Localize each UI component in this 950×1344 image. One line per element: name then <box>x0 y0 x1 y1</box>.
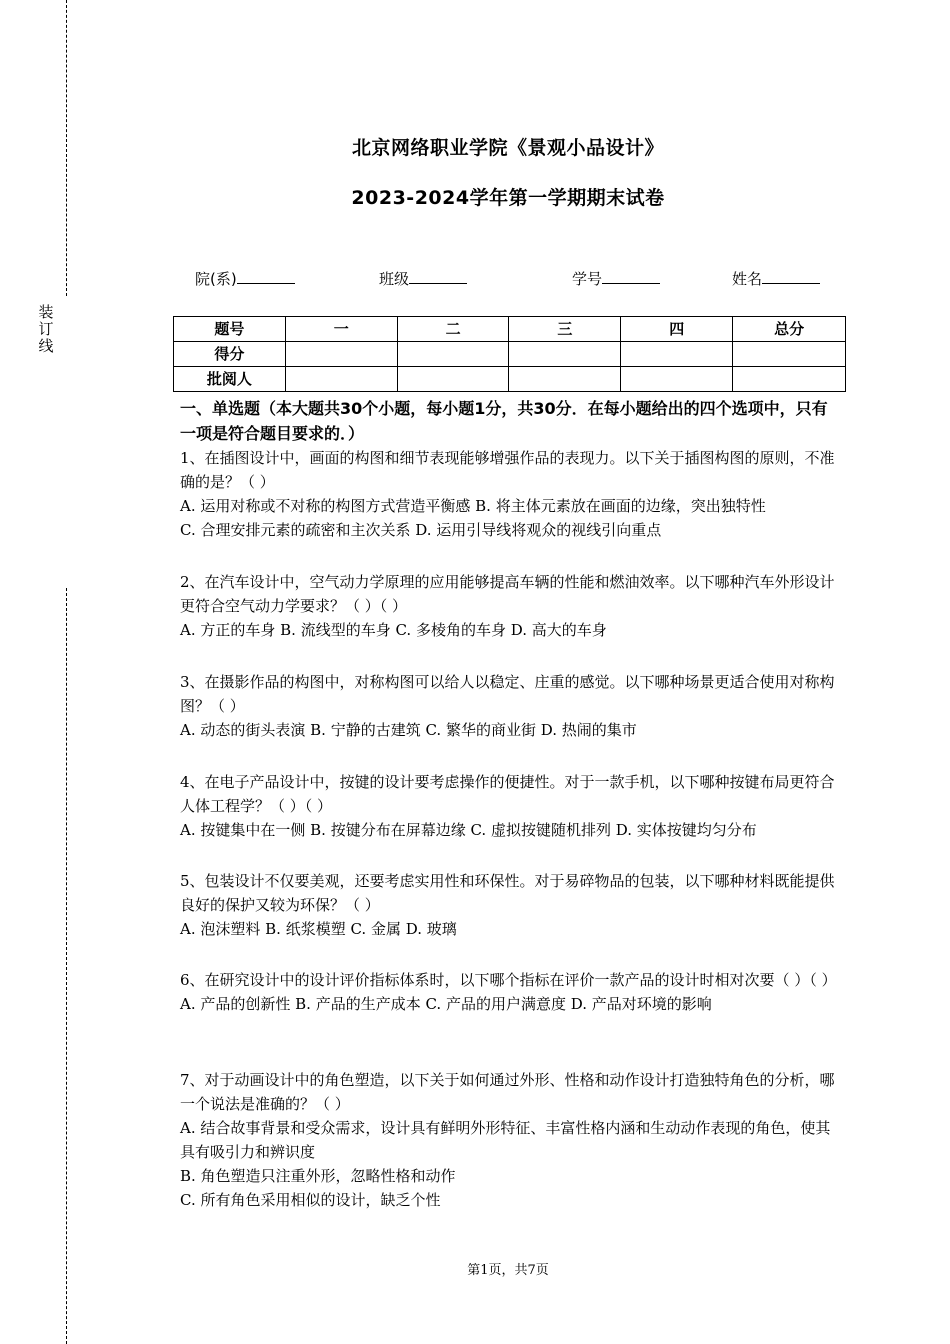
binding-char: 线 <box>38 337 54 355</box>
score-table-cell <box>509 342 621 367</box>
question-option: C. 合理安排元素的疏密和主次关系 D. 运用引导线将观众的视线引向重点 <box>180 521 662 539</box>
info-field-name <box>732 268 820 289</box>
score-table-row-grader <box>174 367 846 392</box>
score-table-row-score <box>174 342 846 367</box>
info-label: 学号 <box>572 270 603 288</box>
score-table-header-cell: 三 <box>509 317 621 342</box>
info-field-class <box>379 268 467 289</box>
binding-line-bottom <box>66 588 67 1344</box>
question-option: A. 泡沫塑料 B. 纸浆模塑 C. 金属 D. 玻璃 <box>180 920 457 938</box>
question-option: A. 运用对称或不对称的构图方式营造平衡感 B. 将主体元素放在画面的边缘，突出独特性 <box>180 497 766 515</box>
question-5 <box>180 869 845 941</box>
binding-char: 装 <box>38 303 54 321</box>
question-1 <box>180 446 845 542</box>
score-table-cell <box>285 367 397 392</box>
score-table-cell <box>733 342 846 367</box>
score-table-header-cell: 总分 <box>733 317 846 342</box>
student-info-row <box>0 268 950 292</box>
question-stem: 5、包装设计不仅要美观，还要考虑实用性和环保性。对于易碎物品的包装，以下哪种材料既能提供良好的保护又较为环保？（ ） <box>180 872 835 914</box>
section-heading-single-choice: 一、单选题（本大题共30个小题，每小题1分，共30分．在每小题给出的四个选项中，只有一项是符合题目要求的．） <box>180 399 828 443</box>
question-stem: 4、在电子产品设计中，按键的设计要考虑操作的便捷性。对于一款手机，以下哪种按键布局更符合人体工程学？（ ）（ ） <box>180 773 835 815</box>
score-table-cell <box>397 342 509 367</box>
question-6 <box>180 968 845 1016</box>
question-7 <box>180 1068 845 1212</box>
question-stem: 1、在插图设计中，画面的构图和细节表现能够增强作品的表现力。以下关于插图构图的原则，不准确的是？（ ） <box>180 449 835 491</box>
score-table-header-row <box>174 317 846 342</box>
question-4 <box>180 770 845 842</box>
score-table <box>173 316 846 392</box>
question-option: B. 角色塑造只注重外形，忽略性格和动作 <box>180 1167 456 1185</box>
info-blank[interactable] <box>762 268 820 284</box>
question-option: A. 结合故事背景和受众需求，设计具有鲜明外形特征、丰富性格内涵和生动动作表现的角色，使其具有吸引力和辨识度 <box>180 1119 831 1161</box>
info-blank[interactable] <box>602 268 660 284</box>
question-option: A. 方正的车身 B. 流线型的车身 C. 多棱角的车身 D. 高大的车身 <box>180 621 607 639</box>
info-label: 姓名 <box>732 270 763 288</box>
score-table-cell <box>285 342 397 367</box>
binding-label <box>37 304 55 355</box>
info-blank[interactable] <box>237 268 295 284</box>
question-stem: 3、在摄影作品的构图中，对称构图可以给人以稳定、庄重的感觉。以下哪种场景更适合使用对称构图？（ ） <box>180 673 835 715</box>
exam-title-school-course: 北京网络职业学院《景观小品设计》 <box>351 137 664 159</box>
exam-title-term: 2023-2024学年第一学期期末试卷 <box>351 187 665 209</box>
score-table-cell <box>733 367 846 392</box>
question-option: A. 按键集中在一侧 B. 按键分布在屏幕边缘 C. 虚拟按键随机排列 D. 实体按键均匀分布 <box>180 821 757 839</box>
score-table-header-cell: 四 <box>621 317 733 342</box>
info-label: 班级 <box>379 270 410 288</box>
score-table-cell <box>621 342 733 367</box>
score-table-cell <box>509 367 621 392</box>
score-table-header-cell: 一 <box>285 317 397 342</box>
question-option: C. 所有角色采用相似的设计，缺乏个性 <box>180 1191 441 1209</box>
info-label: 院(系) <box>195 270 237 288</box>
question-option: A. 产品的创新性 B. 产品的生产成本 C. 产品的用户满意度 D. 产品对环境的影响 <box>180 995 712 1013</box>
info-field-student-id <box>572 268 660 289</box>
question-option: A. 动态的街头表演 B. 宁静的古建筑 C. 繁华的商业街 D. 热闹的集市 <box>180 721 637 739</box>
score-table-header-cell: 题号 <box>174 317 286 342</box>
binding-char: 订 <box>38 320 54 338</box>
score-table-row-label: 得分 <box>174 342 286 367</box>
question-3 <box>180 670 845 742</box>
question-stem: 2、在汽车设计中，空气动力学原理的应用能够提高车辆的性能和燃油效率。以下哪种汽车外形设计更符合空气动力学要求？（ ）（ ） <box>180 573 835 615</box>
question-stem: 6、在研究设计中的设计评价指标体系时，以下哪个指标在评价一款产品的设计时相对次要（ ）（ ） <box>180 971 837 989</box>
score-table-row-label: 批阅人 <box>174 367 286 392</box>
question-stem: 7、对于动画设计中的角色塑造，以下关于如何通过外形、性格和动作设计打造独特角色的分析，哪一个说法是准确的？（ ） <box>180 1071 835 1113</box>
question-2 <box>180 570 845 642</box>
score-table-cell <box>397 367 509 392</box>
page-number: 第1页，共7页 <box>467 1263 549 1278</box>
info-blank[interactable] <box>409 268 467 284</box>
score-table-cell <box>621 367 733 392</box>
score-table-header-cell: 二 <box>397 317 509 342</box>
info-field-department <box>195 268 295 289</box>
